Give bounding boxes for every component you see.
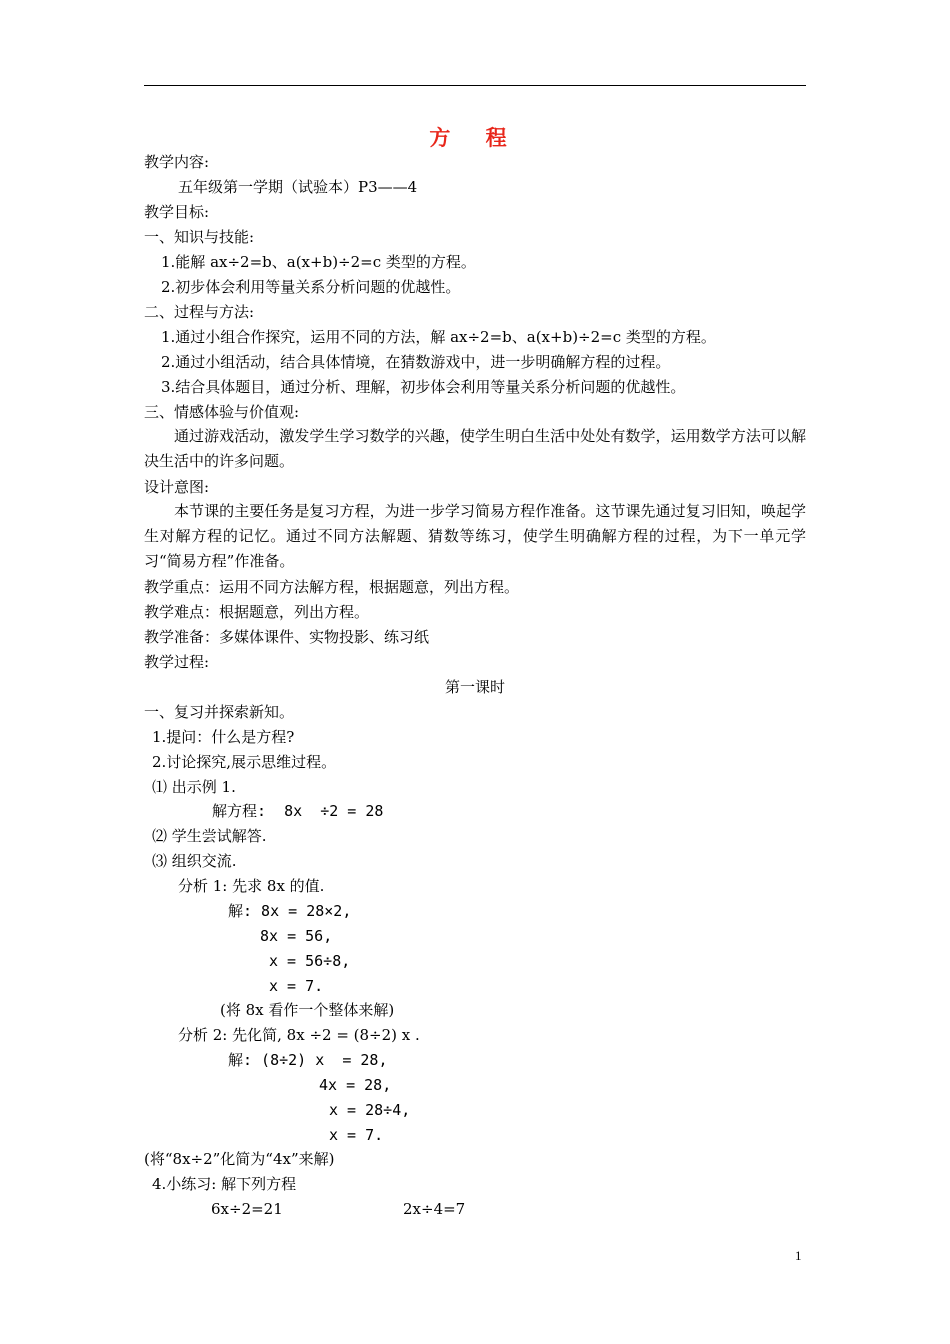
analysis-2-label: 分析 2: 先化简, 8x ÷2 = (8÷2) x . (178, 1026, 420, 1044)
practice-item: 2x÷4=7 (403, 1200, 466, 1218)
key-point: 教学重点：运用不同方法解方程，根据题意，列出方程。 (144, 578, 520, 596)
section-2-label: 二、过程与方法: (144, 303, 255, 321)
design-label: 设计意图: (144, 478, 210, 496)
document-title: 方 程 (429, 125, 521, 150)
practice-label: 4.小练习: 解下列方程 (152, 1175, 297, 1193)
analysis-1-step: 8x = 56, (260, 927, 333, 945)
analysis-2-step: x = 7. (329, 1126, 384, 1144)
section-1-item: 2.初步体会利用等量关系分析问题的优越性。 (161, 278, 461, 296)
analysis-1-step: x = 56÷8, (269, 952, 351, 970)
analysis-1-step: x = 7. (269, 977, 324, 995)
analysis-2-note: (将“8x÷2”化简为“4x”来解) (144, 1150, 335, 1168)
question-2: 2.讨论探究,展示思维过程。 (152, 753, 337, 771)
question-1: 1.提问：什么是方程? (152, 728, 295, 746)
teaching-content-label: 教学内容: (144, 153, 210, 171)
step-3: ⑶ 组织交流. (152, 852, 237, 870)
step-2: ⑵ 学生尝试解答. (152, 827, 267, 845)
example-equation: 解方程: 8x ÷2 = 28 (212, 802, 384, 820)
analysis-2-step: x = 28÷4, (329, 1101, 411, 1119)
section-1-label: 一、知识与技能: (144, 228, 255, 246)
teaching-content: 五年级第一学期（试验本）P3——4 (178, 178, 418, 196)
part-1-heading: 一、复习并探索新知。 (144, 703, 295, 721)
step-1: ⑴ 出示例 1. (152, 778, 236, 796)
preparation: 教学准备：多媒体课件、实物投影、练习纸 (144, 628, 430, 646)
lesson-title: 第一课时 (444, 678, 505, 696)
section-1-item: 1.能解 ax÷2=b、a(x+b)÷2=c 类型的方程。 (161, 253, 476, 271)
analysis-1-label: 分析 1: 先求 8x 的值. (178, 877, 325, 895)
practice-item: 6x÷2=21 (211, 1200, 283, 1218)
difficulty: 教学难点：根据题意，列出方程。 (144, 603, 370, 621)
section-2-item: 2.通过小组活动，结合具体情境，在猜数游戏中，进一步明确解方程的过程。 (161, 353, 671, 371)
section-2-item: 1.通过小组合作探究，运用不同的方法，解 ax÷2=b、a(x+b)÷2=c 类型的方程。 (161, 328, 716, 346)
analysis-2-step: 解: (8÷2) x = 28, (228, 1051, 388, 1069)
header-rule (144, 85, 806, 86)
analysis-1-note: (将 8x 看作一个整体来解) (220, 1001, 395, 1019)
section-2-item: 3.结合具体题目，通过分析、理解，初步体会利用等量关系分析问题的优越性。 (161, 378, 686, 396)
section-3-label: 三、情感体验与价值观: (144, 403, 300, 421)
section-3-paragraph: 通过游戏活动，激发学生学习数学的兴趣，使学生明白生活中处处有数学，运用数学方法可以解决生活中的许多问题。 (144, 427, 806, 470)
analysis-2-step: 4x = 28, (319, 1076, 392, 1094)
analysis-1-step: 解: 8x = 28×2, (228, 902, 352, 920)
goals-label: 教学目标: (144, 203, 210, 221)
process-label: 教学过程: (144, 653, 210, 671)
design-paragraph: 本节课的主要任务是复习方程，为进一步学习简易方程作准备。这节课先通过复习旧知，唤起学生对解方程的记忆。通过不同方法解题、猜数等练习，使学生明确解方程的过程，为下一单元学习“简易方程”作准备。 (144, 502, 806, 570)
page-number: 1 (795, 1248, 802, 1263)
